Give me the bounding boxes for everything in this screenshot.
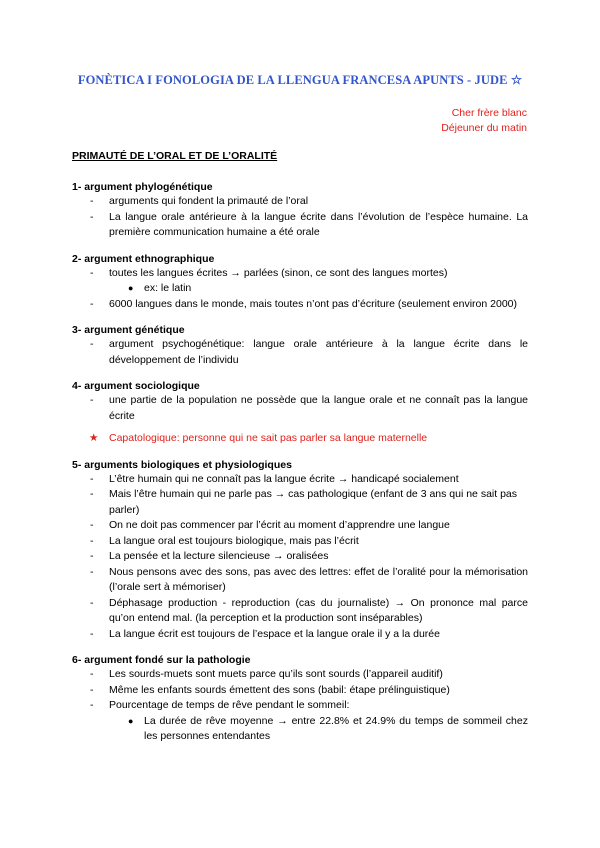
list-item: - Mais l’être humain qui ne parle pas → cas pathologique (enfant de 3 ans qui ne sait pas parler) [90, 488, 518, 516]
dash-bullet-icon: - [90, 550, 94, 562]
list-item: - arguments qui fondent la primauté de l’oral [72, 194, 528, 210]
dash-bullet-icon: - [90, 472, 94, 485]
dash-bullet-icon: - [90, 210, 94, 223]
note-cher-frere-blanc: Cher frère blanc [451, 107, 527, 119]
sub-list-item: ● ex: le latin [72, 281, 528, 297]
dash-bullet-icon: - [90, 699, 94, 711]
list-item: - toutes les langues écrites → parlées (sinon, ce sont des langues mortes) [72, 266, 528, 282]
list-item: - Nous pensons avec des sons, pas avec des lettres: effet de l’oralité pour la mémorisation (l’orale sert à mémoriser) [90, 565, 528, 593]
section-title: PRIMAUTÉ DE L’ORAL ET DE L’ORALITÉ [72, 150, 278, 162]
dash-bullet-icon: - [90, 627, 94, 640]
dash-bullet-icon: - [90, 596, 94, 609]
dash-bullet-icon: - [90, 534, 94, 547]
list-item: - La langue écrit est toujours de l’espace et la langue orale il y a la durée [72, 627, 528, 643]
section-4 [72, 379, 528, 447]
dot-bullet-icon: ● [128, 283, 134, 293]
star-icon: ★ [89, 432, 99, 444]
dash-bullet-icon: - [90, 488, 94, 500]
dash-bullet-icon: - [90, 297, 94, 310]
section-heading: 5- arguments biologiques et physiologiques [72, 458, 292, 471]
dash-bullet-icon: - [90, 394, 94, 406]
dash-bullet-icon: - [90, 338, 94, 350]
list-item: - On ne doit pas commencer par l’écrit au moment d’apprendre une langue [72, 518, 528, 534]
section-heading: 4- argument sociologique [72, 380, 200, 392]
list-item: - L’être humain qui ne connaît pas la langue écrite → handicapé socialement [72, 472, 528, 488]
document-title: FONÈTICA I FONOLOGIA DE LA LLENGUA FRANCESA APUNTS - JUDE ☆ [77, 73, 523, 87]
document-content [72, 180, 528, 756]
list-item: - La langue oral est toujours biologique, mais pas l’écrit [72, 534, 528, 550]
section-5 [72, 458, 528, 643]
sub-list-item: ● La durée de rêve moyenne → entre 22.8% et 24.9% du temps de sommeil chez les personnes entendantes [128, 714, 528, 742]
section-1 [72, 180, 528, 241]
section-2 [72, 252, 528, 313]
dot-bullet-icon: ● [128, 715, 134, 726]
section-heading: 2- argument ethnographique [72, 252, 215, 265]
section-heading: 1- argument phylogénétique [72, 181, 213, 193]
section-6 [72, 653, 528, 745]
dash-bullet-icon: - [90, 683, 94, 696]
star-note: ★ Capatologique: personne qui ne sait pas parler sa langue maternelle [72, 431, 528, 447]
dash-bullet-icon: - [90, 195, 94, 207]
dash-bullet-icon: - [90, 266, 94, 279]
note-dejeuner-du-matin: Déjeuner du matin [441, 122, 527, 134]
section-heading: 3- argument génétique [72, 324, 185, 336]
section-3 [72, 323, 528, 368]
list-item: - Déphasage production - reproduction (cas du journaliste) → On prononce mal parce qu’on entend mal. (la perception et la production sont inséparables) [90, 596, 528, 624]
list-item: - Pourcentage de temps de rêve pendant le sommeil: [72, 698, 528, 714]
dash-bullet-icon: - [90, 565, 94, 578]
section-heading: 6- argument fondé sur la pathologie [72, 654, 251, 666]
list-item: - Les sourds-muets sont muets parce qu’ils sont sourds (l’appareil auditif) [72, 667, 528, 683]
list-item: - La pensée et la lecture silencieuse → oralisées [72, 549, 528, 565]
list-item: - une partie de la population ne possède que la langue orale et ne connaît pas la langue écrite [90, 394, 528, 422]
dash-bullet-icon: - [90, 519, 94, 531]
list-item: - argument psychogénétique: langue orale antérieure à la langue écrite dans le développement de l’individu [90, 338, 528, 366]
list-item: - Même les enfants sourds émettent des sons (babil: étape prélinguistique) [72, 683, 528, 699]
list-item: - La langue orale antérieure à la langue écrite dans l’évolution de l’espèce humaine. La première communication humaine a été orale [90, 210, 528, 238]
list-item: - 6000 langues dans le monde, mais toutes n’ont pas d’écriture (seulement environ 2000) [72, 297, 528, 313]
dash-bullet-icon: - [90, 668, 94, 680]
